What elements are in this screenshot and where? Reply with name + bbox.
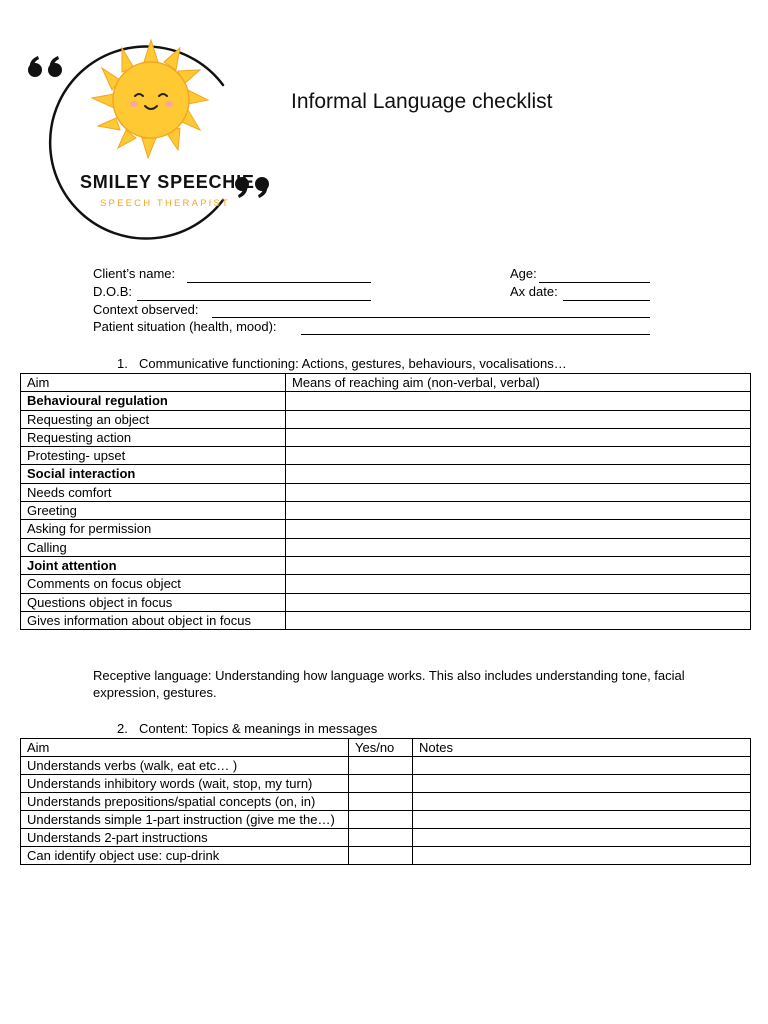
means-cell[interactable] (286, 611, 751, 629)
aim-cell: Requesting action (21, 428, 286, 446)
notes-cell[interactable] (413, 829, 751, 847)
table-row (21, 757, 751, 775)
table-row (21, 538, 751, 556)
means-cell[interactable] (286, 447, 751, 465)
aim-cell: Social interaction (21, 465, 286, 483)
table-row (21, 847, 751, 865)
table-row (21, 611, 751, 629)
communicative-functioning-table (20, 373, 751, 630)
means-cell[interactable] (286, 392, 751, 410)
notes-cell[interactable] (413, 757, 751, 775)
means-cell[interactable] (286, 538, 751, 556)
yes-no-cell[interactable] (349, 757, 413, 775)
patient-situation-label: Patient situation (health, mood): (93, 319, 277, 334)
header-means: Means of reaching aim (non-verbal, verbal) (286, 374, 751, 392)
table-row (21, 811, 751, 829)
content-table (20, 738, 751, 865)
notes-cell[interactable] (413, 775, 751, 793)
sun-icon (113, 62, 189, 138)
brand-logo (18, 20, 288, 240)
table-row (21, 428, 751, 446)
dob-label: D.O.B: (93, 284, 133, 299)
means-cell[interactable] (286, 575, 751, 593)
context-observed-field[interactable] (212, 317, 650, 318)
header-aim: Aim (21, 739, 349, 757)
quote-open-icon (28, 56, 62, 77)
table-row (21, 793, 751, 811)
means-cell[interactable] (286, 428, 751, 446)
header-notes: Notes (413, 739, 751, 757)
table-row (21, 829, 751, 847)
aim-cell: Joint attention (21, 556, 286, 574)
means-cell[interactable] (286, 502, 751, 520)
page-title: Informal Language checklist (291, 90, 553, 113)
section1-title: Communicative functioning: Actions, gestures, behaviours, vocalisations… (139, 356, 567, 371)
means-cell[interactable] (286, 465, 751, 483)
ax-date-field[interactable] (563, 300, 650, 301)
table-row (21, 392, 751, 410)
aim-cell: Understands inhibitory words (wait, stop, my turn) (21, 775, 349, 793)
section2-number: 2. (117, 721, 128, 736)
header-aim: Aim (21, 374, 286, 392)
means-cell[interactable] (286, 520, 751, 538)
notes-cell[interactable] (413, 793, 751, 811)
logo-tagline: SPEECH THERAPIST (100, 198, 231, 209)
notes-cell[interactable] (413, 811, 751, 829)
yes-no-cell[interactable] (349, 829, 413, 847)
receptive-language-paragraph: Receptive language: Understanding how language works. This also includes understanding tone, facial expression, gestures. (93, 668, 685, 700)
logo-brand-name: SMILEY SPEECHIE (80, 172, 255, 192)
table-row (21, 556, 751, 574)
aim-cell: Needs comfort (21, 483, 286, 501)
table-row (21, 410, 751, 428)
yes-no-cell[interactable] (349, 775, 413, 793)
yes-no-cell[interactable] (349, 793, 413, 811)
yes-no-cell[interactable] (349, 811, 413, 829)
aim-cell: Understands 2-part instructions (21, 829, 349, 847)
means-cell[interactable] (286, 483, 751, 501)
means-cell[interactable] (286, 410, 751, 428)
section2-title: Content: Topics & meanings in messages (139, 721, 378, 736)
table-row (21, 775, 751, 793)
table-row (21, 465, 751, 483)
patient-situation-field[interactable] (301, 334, 650, 335)
aim-cell: Comments on focus object (21, 575, 286, 593)
table-row (21, 520, 751, 538)
aim-cell: Gives information about object in focus (21, 611, 286, 629)
aim-cell: Can identify object use: cup-drink (21, 847, 349, 865)
section2-heading (117, 721, 377, 736)
aim-cell: Calling (21, 538, 286, 556)
context-observed-label: Context observed: (93, 302, 199, 317)
table-row (21, 502, 751, 520)
client-name-label: Client’s name: (93, 266, 176, 281)
means-cell[interactable] (286, 593, 751, 611)
aim-cell: Understands verbs (walk, eat etc… ) (21, 757, 349, 775)
yes-no-cell[interactable] (349, 847, 413, 865)
aim-cell: Behavioural regulation (21, 392, 286, 410)
ax-date-label: Ax date: (510, 284, 558, 299)
aim-cell: Protesting- upset (21, 447, 286, 465)
aim-cell: Understands prepositions/spatial concepts (on, in) (21, 793, 349, 811)
table-row (21, 575, 751, 593)
table-row (21, 593, 751, 611)
header-yes-no: Yes/no (349, 739, 413, 757)
aim-cell: Greeting (21, 502, 286, 520)
section1-number: 1. (117, 356, 128, 371)
age-label: Age: (510, 266, 537, 281)
means-cell[interactable] (286, 556, 751, 574)
aim-cell: Questions object in focus (21, 593, 286, 611)
table-header-row (21, 374, 751, 392)
notes-cell[interactable] (413, 847, 751, 865)
table-row (21, 483, 751, 501)
aim-cell: Understands simple 1-part instruction (give me the…) (21, 811, 349, 829)
table-header-row (21, 739, 751, 757)
table-row (21, 447, 751, 465)
section1-heading (117, 356, 567, 371)
client-name-field[interactable] (187, 282, 371, 283)
aim-cell: Asking for permission (21, 520, 286, 538)
aim-cell: Requesting an object (21, 410, 286, 428)
